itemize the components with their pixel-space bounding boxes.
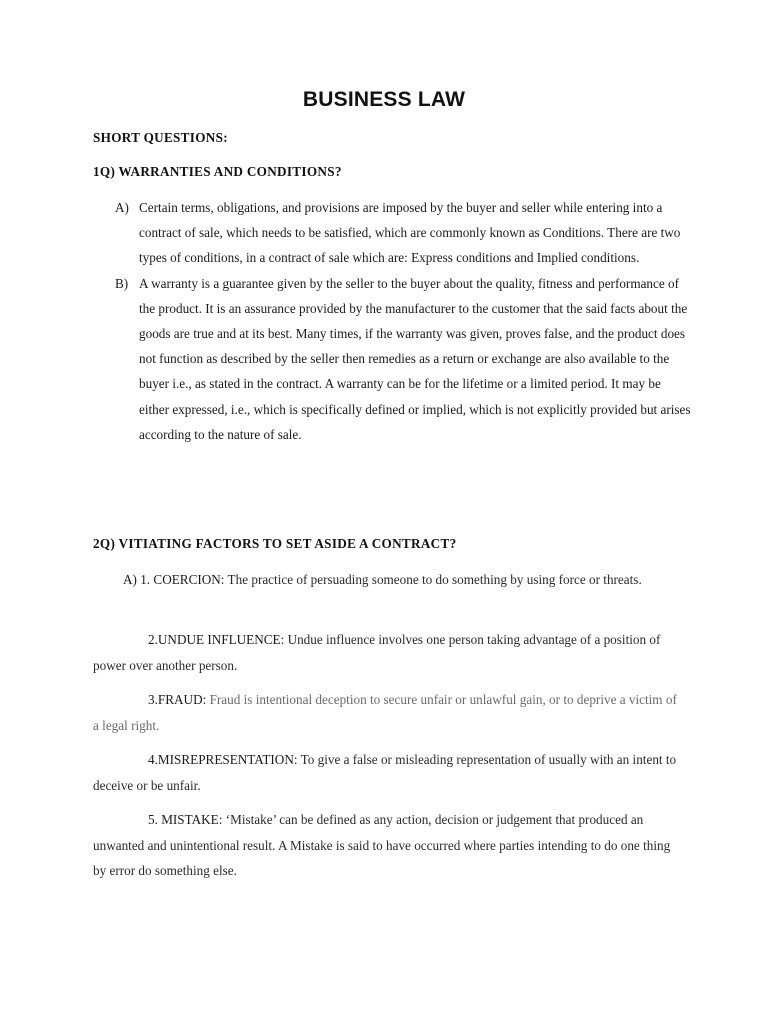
factor-label: 2.UNDUE INFLUENCE: — [148, 632, 285, 647]
list-marker: A) — [115, 200, 129, 215]
document-title: BUSINESS LAW — [302, 88, 466, 111]
list-item — [93, 195, 693, 271]
factor-definition: ‘Mistake’ can be defined as any action, decision or judgement that produced an unwanted and unintentional result. A Mistake is said to have occurred where parties intending to do one thing by error do something else. — [93, 812, 671, 878]
question-1-list — [93, 195, 693, 447]
factor-label: 3.FRAUD: — [148, 692, 207, 707]
factor-label: A) 1. COERCION: — [123, 572, 225, 587]
factor-definition: The practice of persuading someone to do something by using force or threats. — [227, 572, 642, 587]
list-item — [93, 271, 693, 447]
section-heading: SHORT QUESTIONS: — [93, 130, 228, 145]
factor-label: 5. MISTAKE: — [148, 812, 223, 827]
factor-mistake — [93, 807, 683, 884]
question-1-heading: 1Q) WARRANTIES AND CONDITIONS? — [93, 164, 342, 179]
factor-coercion — [93, 567, 683, 593]
list-item-text: Certain terms, obligations, and provisions are imposed by the buyer and seller while entering into a contract of sale, which needs to be satisfied, which are commonly known as Conditions. There are two types of conditions, in a contract of sale which are: Express conditions and Implied conditions. — [139, 200, 681, 266]
question-2-heading: 2Q) VITIATING FACTORS TO SET ASIDE A CONTRACT? — [93, 536, 457, 551]
factor-fraud — [93, 687, 683, 738]
factor-definition: Fraud is intentional deception to secure unfair or unlawful gain, or to deprive a victim of a legal right. — [93, 692, 677, 733]
list-item-text: A warranty is a guarantee given by the seller to the buyer about the quality, fitness and performance of the product. It is an assurance provided by the manufacturer to the customer that the said facts about the goods are true and at its best. Many times, if the warranty was given, proves false, and the product does not function as described by the seller then remedies as a return or exchange are also available to the buyer i.e., as stated in the contract. A warranty can be for the lifetime or a limited period. It may be either expressed, i.e., which is specifically defined or implied, which is not explicitly provided but arises according to the nature of sale. — [139, 275, 691, 442]
factor-definition: Undue influence involves one person taking advantage of a position of power over another person. — [93, 632, 661, 673]
factor-definition: To give a false or misleading representation of usually with an intent to deceive or be unfair. — [93, 752, 677, 793]
factor-misrepresentation — [93, 747, 683, 798]
list-marker: B) — [115, 275, 129, 291]
factor-label: 4.MISREPRESENTATION: — [148, 752, 298, 767]
factor-undue-influence — [93, 627, 683, 678]
